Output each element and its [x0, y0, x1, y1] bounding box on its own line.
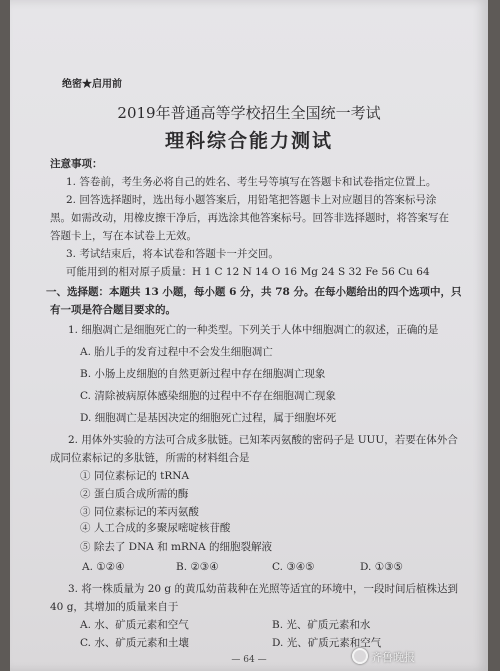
exam-title: 2019年普通高等学校招生全国统一考试	[117, 104, 381, 122]
exam-paper	[10, 0, 488, 671]
question-2-stem-cont: 成同位素标记的多肽链，所需的材料组合是	[50, 452, 250, 464]
question-1-option-c: C. 清除被病原体感染细胞的过程中不存在细胞凋亡现象	[80, 390, 336, 402]
question-2-item: ② 蛋白质合成所需的酶	[80, 488, 189, 500]
atomic-mass-line: 可能用到的相对原子质量：H 1 C 12 N 14 O 16 Mg 24 S 32 Fe 56 Cu 64	[66, 266, 430, 278]
watermark-text: 齐鲁晚报	[371, 651, 415, 664]
question-2-stem: 2. 用体外实验的方法可合成多肽链。已知苯丙氨酸的密码子是 UUU，若要在体外合	[68, 434, 458, 446]
section-title-cont: 有一项是符合题目要求的。	[50, 304, 176, 316]
question-2-item: ④ 人工合成的多聚尿嘧啶核苷酸	[80, 522, 231, 534]
question-3-stem-cont: 40 g，其增加的质量来自于	[50, 601, 179, 613]
question-1-option-b: B. 小肠上皮细胞的自然更新过程中存在细胞凋亡现象	[80, 368, 326, 380]
page-number: — 64 —	[231, 655, 267, 665]
notice-line: 1. 答卷前，考生务必将自己的姓名、考生号等填写在答题卡和试卷指定位置上。	[66, 176, 437, 188]
question-3-choice-a: A. 水、矿质元素和空气	[80, 619, 189, 631]
notice-line: 3. 考试结束后，将本试卷和答题卡一并交回。	[66, 248, 279, 260]
section-title: 一、选择题：本题共 13 小题，每小题 6 分，共 78 分。在每小题给出的四个选项中，只	[46, 286, 462, 298]
subject-title: 理科综合能力测试	[164, 130, 333, 152]
question-1-option-a: A. 胎儿手的发育过程中不会发生细胞凋亡	[80, 346, 273, 358]
question-1-option-d: D. 细胞凋亡是基因决定的细胞死亡过程，属于细胞坏死	[80, 412, 337, 424]
question-2-item: ① 同位素标记的 tRNA	[80, 470, 190, 482]
secret-mark: 绝密★启用前	[62, 79, 122, 90]
question-2-choice-b: B. ②③④	[176, 561, 219, 573]
question-3-stem: 3. 将一株质量为 20 g 的黄瓜幼苗栽种在光照等适宜的环境中，一段时间后植株达到	[68, 583, 458, 595]
notice-line: 2. 回答选择题时，选出每小题答案后，用铅笔把答题卡上对应题目的答案标号涂	[66, 194, 437, 206]
watermark	[352, 648, 415, 665]
notice-label: 注意事项：	[50, 158, 103, 170]
notice-line: 答题卡上，写在本试卷上无效。	[50, 230, 197, 242]
notice-line: 黑。如需改动，用橡皮擦干净后，再选涂其他答案标号。回答非选择题时，将答案写在	[50, 212, 449, 224]
question-1-stem: 1. 细胞凋亡是细胞死亡的一种类型。下列关于人体中细胞凋亡的叙述，正确的是	[68, 324, 439, 336]
question-2-item: ⑤ 除去了 DNA 和 mRNA 的细胞裂解液	[80, 541, 273, 553]
question-2-item: ③ 同位素标记的苯丙氨酸	[80, 506, 199, 518]
question-2-choice-a: A. ①②④	[82, 561, 125, 573]
question-3-choice-d: D. 光、矿质元素和空气	[272, 637, 382, 649]
question-3-choice-c: C. 水、矿质元素和土壤	[80, 637, 189, 649]
question-2-choice-c: C. ③④⑤	[272, 561, 315, 573]
question-2-choice-d: D. ①③⑤	[360, 561, 403, 573]
weibo-icon	[352, 648, 368, 664]
question-3-choice-b: B. 光、矿质元素和水	[272, 619, 371, 631]
